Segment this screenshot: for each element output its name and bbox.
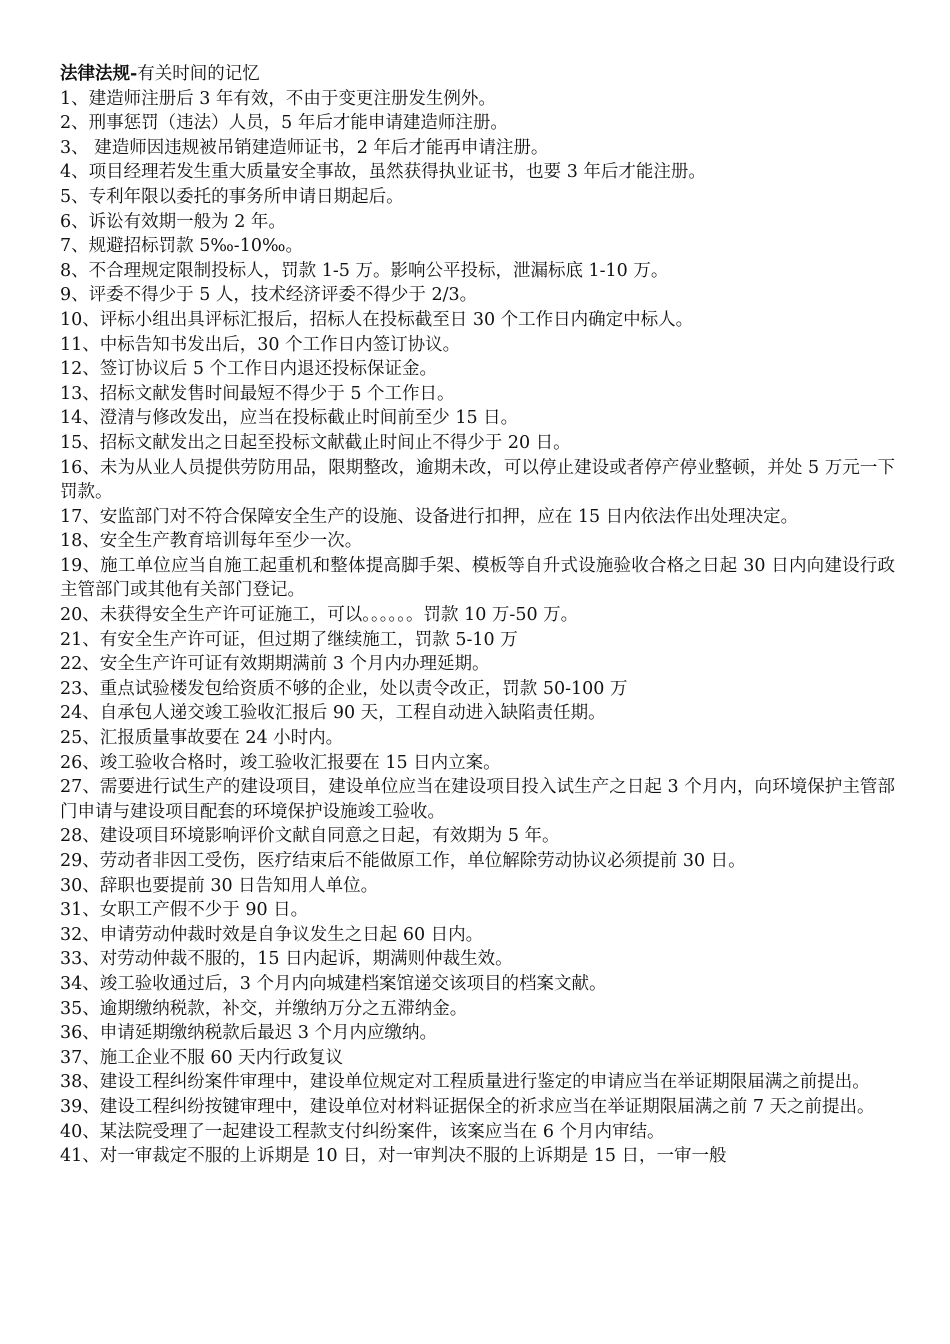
rule-item: 25、汇报质量事故要在 24 小时内。 [60,728,344,749]
rule-item: 30、辞职也要提前 30 日告知用人单位。 [60,875,379,896]
rule-item: 40、某法院受理了一起建设工程款支付纠纷案件，该案应当在 6 个月内审结。 [60,1121,665,1142]
rule-item: 9、评委不得少于 5 人，技术经济评委不得少于 2/3。 [60,285,478,306]
rule-item: 34、竣工验收通过后，3 个月内向城建档案馆递交该项目的档案文献。 [60,973,607,994]
rule-item: 39、建设工程纠纷按键审理中，建设单位对材料证据保全的祈求应当在举证期限届满之前 7 天之前提出。 [60,1096,875,1117]
rule-item: 11、中标告知书发出后，30 个工作日内签订协议。 [60,334,461,355]
rule-item: 19、施工单位应当自施工起重机和整体提高脚手架、模板等自升式设施验收合格之日起 30 日内向建设行政主管部门或其他有关部门登记。 [60,555,895,601]
rule-item: 2、刑事惩罚（违法）人员，5 年后才能申请建造师注册。 [60,113,508,134]
rule-item: 35、逾期缴纳税款，补交，并缴纳万分之五滞纳金。 [60,998,468,1019]
rule-item: 28、建设项目环境影响评价文献自同意之日起，有效期为 5 年。 [60,826,560,847]
rule-item: 13、招标文献发售时间最短不得少于 5 个工作日。 [60,383,455,404]
rule-item: 41、对一审裁定不服的上诉期是 10 日，对一审判决不服的上诉期是 15 日，一审一般 [60,1146,727,1167]
rule-item: 20、未获得安全生产许可证施工，可以。。。。。。罚款 10 万-50 万。 [60,605,579,626]
rule-item: 8、不合理规定限制投标人，罚款 1-5 万。影响公平投标，泄漏标底 1-10 万。 [60,260,669,281]
rule-item: 7、规避招标罚款 5‰-10‰。 [60,236,303,257]
rule-item: 27、需要进行试生产的建设项目，建设单位应当在建设项目投入试生产之日起 3 个月内，向环境保护主管部门申请与建设项目配套的环境保护设施竣工验收。 [60,777,895,822]
rule-item: 24、自承包人递交竣工验收汇报后 90 天，工程自动进入缺陷责任期。 [60,703,606,724]
document-title [60,62,895,87]
rule-item: 36、申请延期缴纳税款后最迟 3 个月内应缴纳。 [60,1023,438,1044]
rule-item: 18、安全生产教育培训每年至少一次。 [60,531,363,552]
document-title-rest: 有关时间的记忆 [137,64,260,84]
rule-item: 5、专利年限以委托的事务所申请日期起后。 [60,186,404,207]
rule-item: 6、诉讼有效期一般为 2 年。 [60,211,286,232]
rule-item: 1、建造师注册后 3 年有效，不由于变更注册发生例外。 [60,88,496,109]
rule-item: 26、竣工验收合格时，竣工验收汇报要在 15 日内立案。 [60,752,501,773]
rule-item: 33、对劳动仲裁不服的，15 日内起诉，期满则仲裁生效。 [60,949,513,970]
rule-item: 37、施工企业不服 60 天内行政复议 [60,1047,344,1068]
document-title-bold: 法律法规- [60,64,138,84]
rule-item: 3、 建造师因违规被吊销建造师证书，2 年后才能再申请注册。 [60,137,549,158]
rule-item: 22、安全生产许可证有效期期满前 3 个月内办理延期。 [60,654,490,675]
document-page [60,62,895,1169]
rule-item: 10、评标小组出具评标汇报后，招标人在投标截至日 30 个工作日内确定中标人。 [60,309,694,330]
rule-item: 17、安监部门对不符合保障安全生产的设施、设备进行扣押，应在 15 日内依法作出处理决定。 [60,506,799,527]
rule-item: 4、项目经理若发生重大质量安全事故，虽然获得执业证书，也要 3 年后才能注册。 [60,162,706,183]
rule-list [60,87,895,1169]
rule-item: 31、女职工产假不少于 90 日。 [60,900,309,921]
rule-item: 38、建设工程纠纷案件审理中，建设单位规定对工程质量进行鉴定的申请应当在举证期限届满之前提出。 [60,1072,870,1093]
rule-item: 32、申请劳动仲裁时效是自争议发生之日起 60 日内。 [60,924,484,945]
rule-item: 16、未为从业人员提供劳防用品，限期整改，逾期未改，可以停止建设或者停产停业整顿，并处 5 万元一下罚款。 [60,457,895,503]
rule-item: 29、劳动者非因工受伤，医疗结束后不能做原工作，单位解除劳动协议必须提前 30 日。 [60,851,746,871]
rule-item: 12、签订协议后 5 个工作日内退还投标保证金。 [60,359,438,380]
rule-item: 21、有安全生产许可证，但过期了继续施工，罚款 5-10 万 [60,629,518,650]
rule-item: 15、招标文献发出之日起至投标文献截止时间止不得少于 20 日。 [60,432,571,453]
rule-item: 23、重点试验楼发包给资质不够的企业，处以责令改正，罚款 50-100 万 [60,678,628,699]
rule-item: 14、澄清与修改发出，应当在投标截止时间前至少 15 日。 [60,408,519,429]
